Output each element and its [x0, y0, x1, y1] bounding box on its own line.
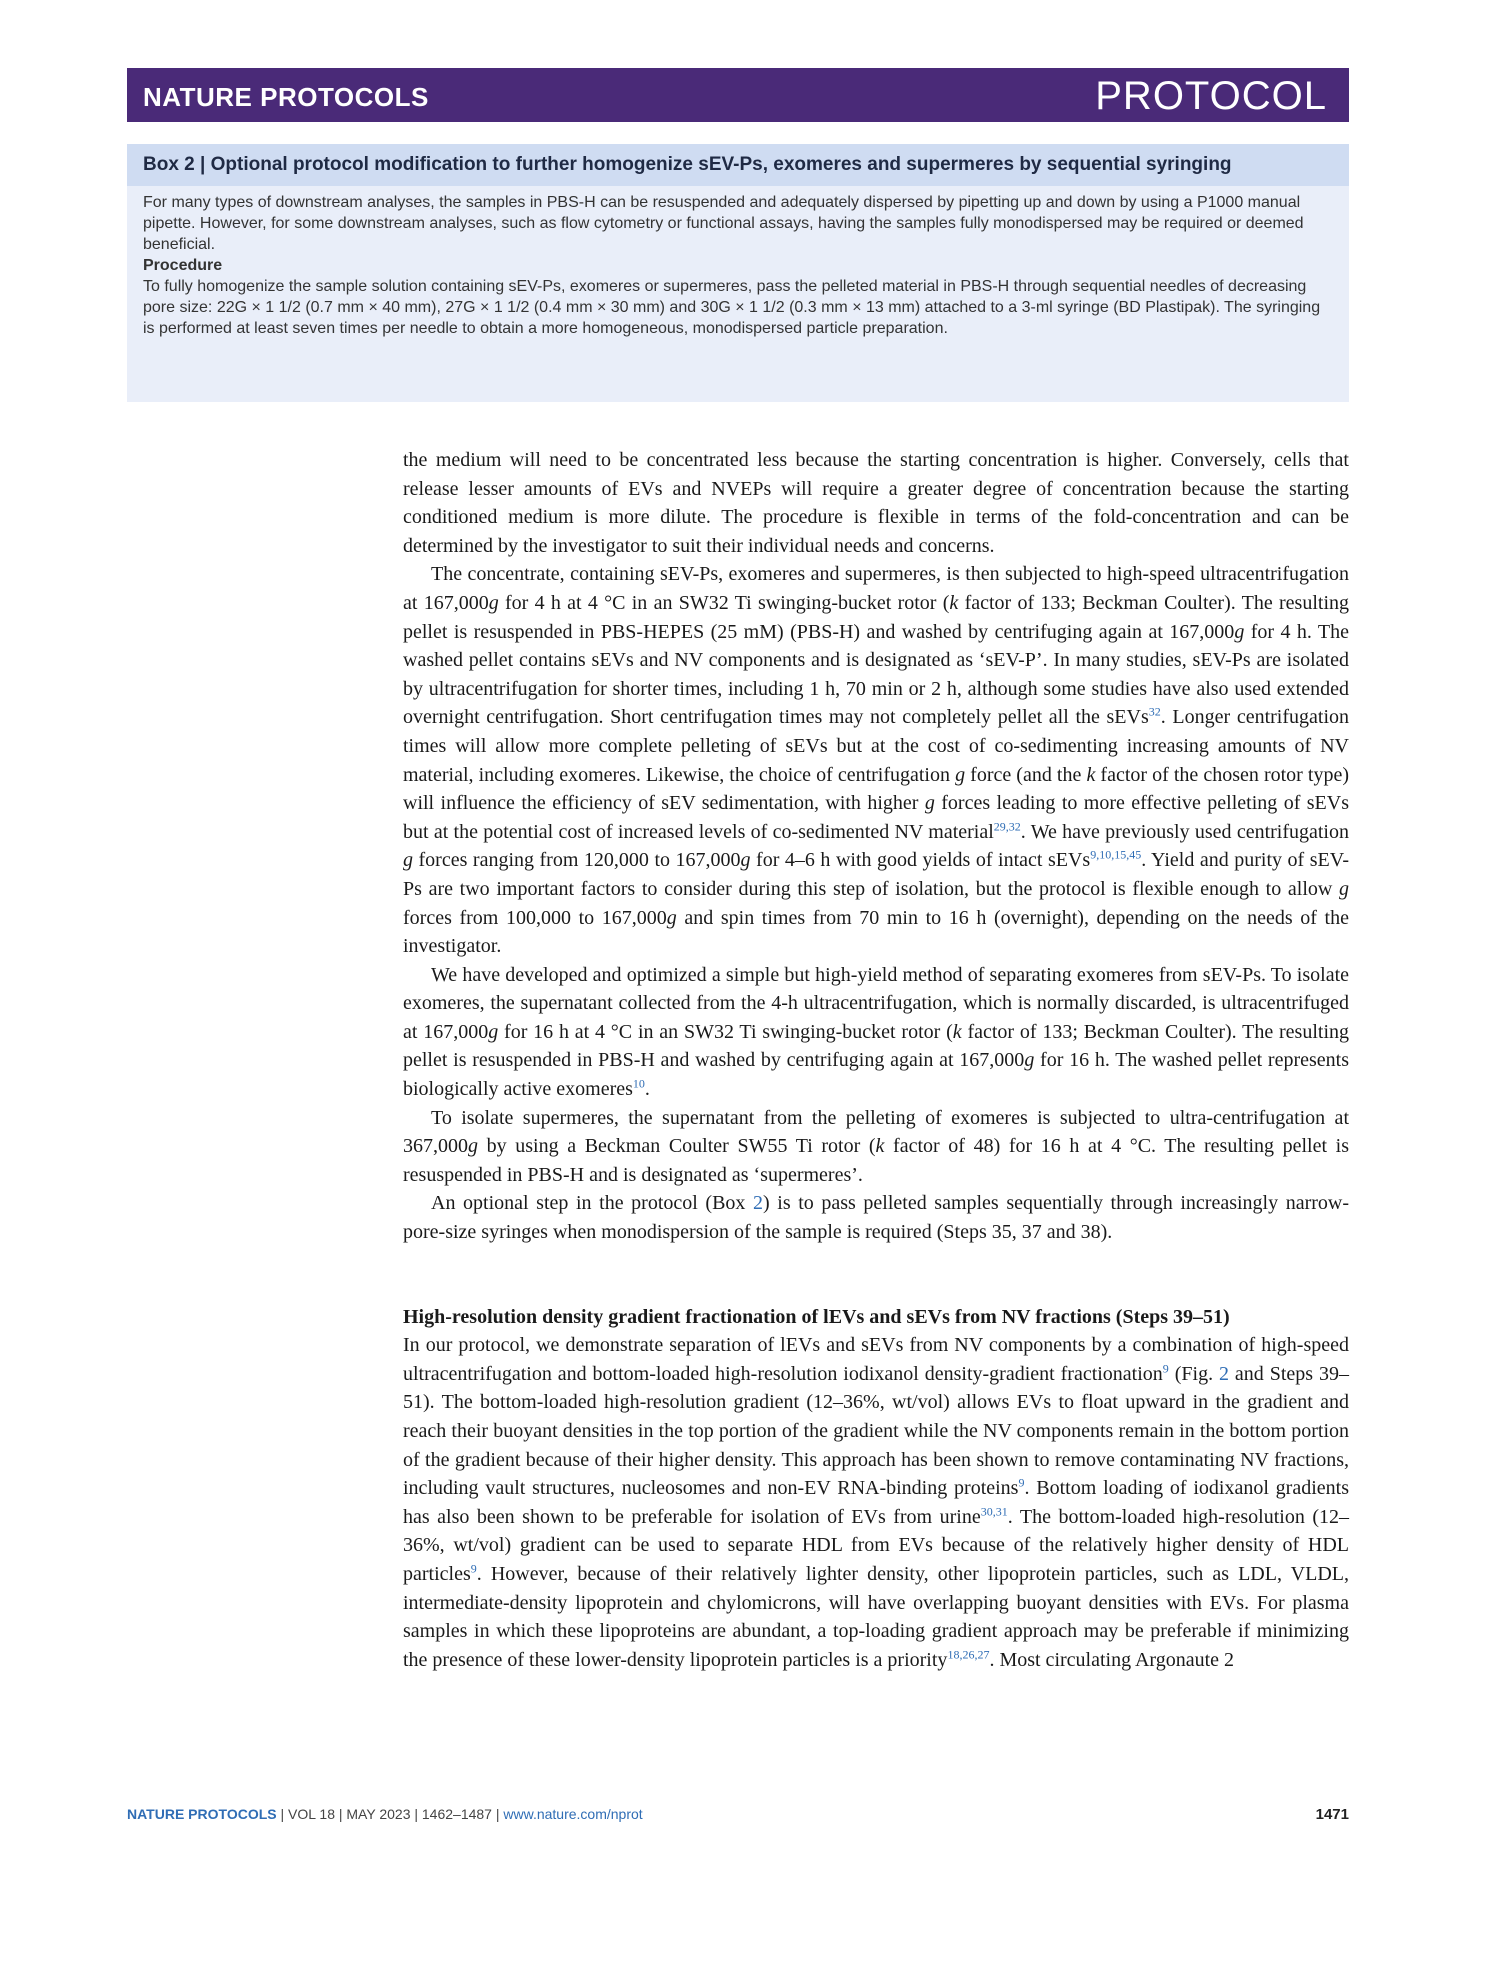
- footer-url-link[interactable]: www.nature.com/nprot: [503, 1806, 643, 1822]
- article-type: PROTOCOL: [1095, 74, 1327, 118]
- journal-header-bar: [127, 68, 1349, 122]
- box-body: [127, 186, 1349, 339]
- footer-citation: [127, 1806, 643, 1822]
- page-footer: [127, 1806, 1349, 1828]
- citation-link[interactable]: 30,31: [980, 1504, 1008, 1519]
- paragraph-5: An optional step in the protocol (Box 2) is to pass pelleted samples sequentially through increasingly narrow-pore-size syringes when monodispersion of the sample is required (Steps 35, 37 and 38).: [403, 1192, 1349, 1244]
- paragraph-6: In our protocol, we demonstrate separation of lEVs and sEVs from NV components by a combination of high-speed ultracentrifugation and bottom-loaded high-resolution iodixanol density-gradient fractionation$^9$ (Fig. 2 and Steps 39–51). The bottom-loaded high-resolution gradient (12–36%, wt/vol) allows EVs to float upward in the gradient and reach their buoyant densities in the top portion of the gradient while the NV components remain in the bottom portion of the gradient because of their higher density. This approach has been shown to remove contaminating NV fractions, including vault structures, nucleosomes and non-EV RNA-binding proteins$^9$. Bottom loading of iodixanol gradients has also been shown to be preferable for isolation of EVs from urine$^{30,31}$. The bottom-loaded high-resolution (12–36%, wt/vol) gradient can be used to separate HDL from EVs because of the relatively higher density of HDL particles$^9$. However, because of their relatively lighter density, other lipoprotein particles, such as LDL, VLDL, intermediate-density lipoprotein and chylomicrons, will have overlapping buoyant densities with EVs. For plasma samples in which these lipoproteins are abundant, a top-loading gradient approach may be preferable if minimizing the presence of these lower-density lipoprotein particles is a priority$^{18,26,27}$. Most circulating Argonaute 2: [403, 1334, 1349, 1671]
- paragraph-4: To isolate supermeres, the supernatant from the pelleting of exomeres is subjected to ultra-centrifugation at 367,000g by using a Beckman Coulter SW55 Ti rotor (k factor of 48) for 16 h at 4 °C. The resulting pellet is resuspended in PBS-H and is designated as ‘supermeres’.: [403, 1106, 1349, 1186]
- paragraph-1: the medium will need to be concentrated less because the starting concentration is higher. Conversely, cells that release lesser amounts of EVs and NVEPs will require a greater degree of concentration because the starting conditioned medium is more dilute. The procedure is flexible in terms of the fold-concentration and can be determined by the investigator to suit their individual needs and concerns.: [403, 449, 1349, 557]
- journal-name: NATURE PROTOCOLS: [143, 82, 429, 112]
- footer-details: | VOL 18 | MAY 2023 | 1462–1487 |: [276, 1806, 504, 1822]
- box-2: [127, 144, 1349, 402]
- paragraph-2: The concentrate, containing sEV-Ps, exomeres and supermeres, is then subjected to high-speed ultracentrifugation at 167,000g for 4 h at 4 °C in an SW32 Ti swinging-bucket rotor (k factor of 133; Beckman Coulter). The resulting pellet is resuspended in PBS-HEPES (25 mM) (PBS-H) and washed by centrifuging again at 167,000g for 4 h. The washed pellet contains sEVs and NV components and is designated as ‘sEV-P’. In many studies, sEV-Ps are isolated by ultracentrifugation for shorter times, including 1 h, 70 min or 2 h, although some studies have also used extended overnight centrifugation. Short centrifugation times may not completely pellet all the sEVs$^{32}$. Longer centrifugation times will allow more complete pelleting of sEVs but at the cost of co-sedimenting increasing amounts of NV material, including exomeres. Likewise, the choice of centrifugation g force (and the k factor of the chosen rotor type) will influence the efficiency of sEV sedimentation, with higher g forces leading to more effective pelleting of sEVs but at the potential cost of increased levels of co-sedimented NV material$^{29,32}$. We have previously used centrifugation g forces ranging from 120,000 to 167,000g for 4–6 h with good yields of intact sEVs$^{9,10,15,45}$. Yield and purity of sEV-Ps are two important factors to consider during this step of isolation, but the protocol is flexible enough to allow g forces from 100,000 to 167,000g and spin times from 70 min to 16 h (overnight), depending on the needs of the investigator.: [403, 563, 1350, 958]
- citation-link[interactable]: 9: [1162, 1361, 1169, 1376]
- page-number: 1471: [1315, 1806, 1349, 1823]
- figure-2-link[interactable]: 2: [1219, 1362, 1229, 1385]
- citation-link[interactable]: 9,10,15,45: [1090, 847, 1142, 862]
- citation-link[interactable]: 29,32: [993, 819, 1021, 834]
- box-title: Box 2 | Optional protocol modification to further homogenize sEV-Ps, exomeres and supermeres by sequential syringing: [127, 144, 1349, 186]
- citation-link[interactable]: 32: [1148, 704, 1161, 719]
- box-intro: For many types of downstream analyses, the samples in PBS-H can be resuspended and adequately dispersed by pipetting up and down by using a P1000 manual pipette. However, for some downstream analyses, such as flow cytometry or functional assays, having the samples fully monodispersed may be required or deemed beneficial.: [143, 194, 1304, 253]
- footer-journal: NATURE PROTOCOLS: [127, 1806, 277, 1822]
- main-body-text: [403, 446, 1349, 1674]
- box-2-link[interactable]: 2: [753, 1192, 764, 1215]
- citation-link[interactable]: 9: [470, 1561, 477, 1576]
- citation-link[interactable]: 18,26,27: [947, 1647, 990, 1662]
- box-procedure-heading: Procedure: [143, 257, 223, 274]
- paragraph-3: We have developed and optimized a simple but high-yield method of separating exomeres from sEV-Ps. To isolate exomeres, the supernatant collected from the 4-h ultracentrifugation, which is normally discarded, is ultracentrifuged at 167,000g for 16 h at 4 °C in an SW32 Ti swinging-bucket rotor (k factor of 133; Beckman Coulter). The resulting pellet is resuspended in PBS-H and washed by centrifuging again at 167,000g for 16 h. The washed pellet represents biologically active exomeres$^{10}$.: [403, 963, 1349, 1101]
- citation-link[interactable]: 10: [632, 1076, 645, 1091]
- box-procedure-text: To fully homogenize the sample solution containing sEV-Ps, exomeres or supermeres, pass the pelleted material in PBS-H through sequential needles of decreasing pore size: 22G × 1 1/2 (0.7 mm × 40 mm), 27G × 1 1/2 (0.4 mm × 30 mm) and 30G × 1 1/2 (0.3 mm × 13 mm) attached to a 3-ml syringe (BD Plastipak). The syringing is performed at least seven times per needle to obtain a more homogeneous, monodispersed particle preparation.: [143, 278, 1321, 337]
- citation-link[interactable]: 9: [1018, 1475, 1025, 1490]
- section-heading: High-resolution density gradient fractionation of lEVs and sEVs from NV fractions (Steps 39–51): [403, 1305, 1230, 1328]
